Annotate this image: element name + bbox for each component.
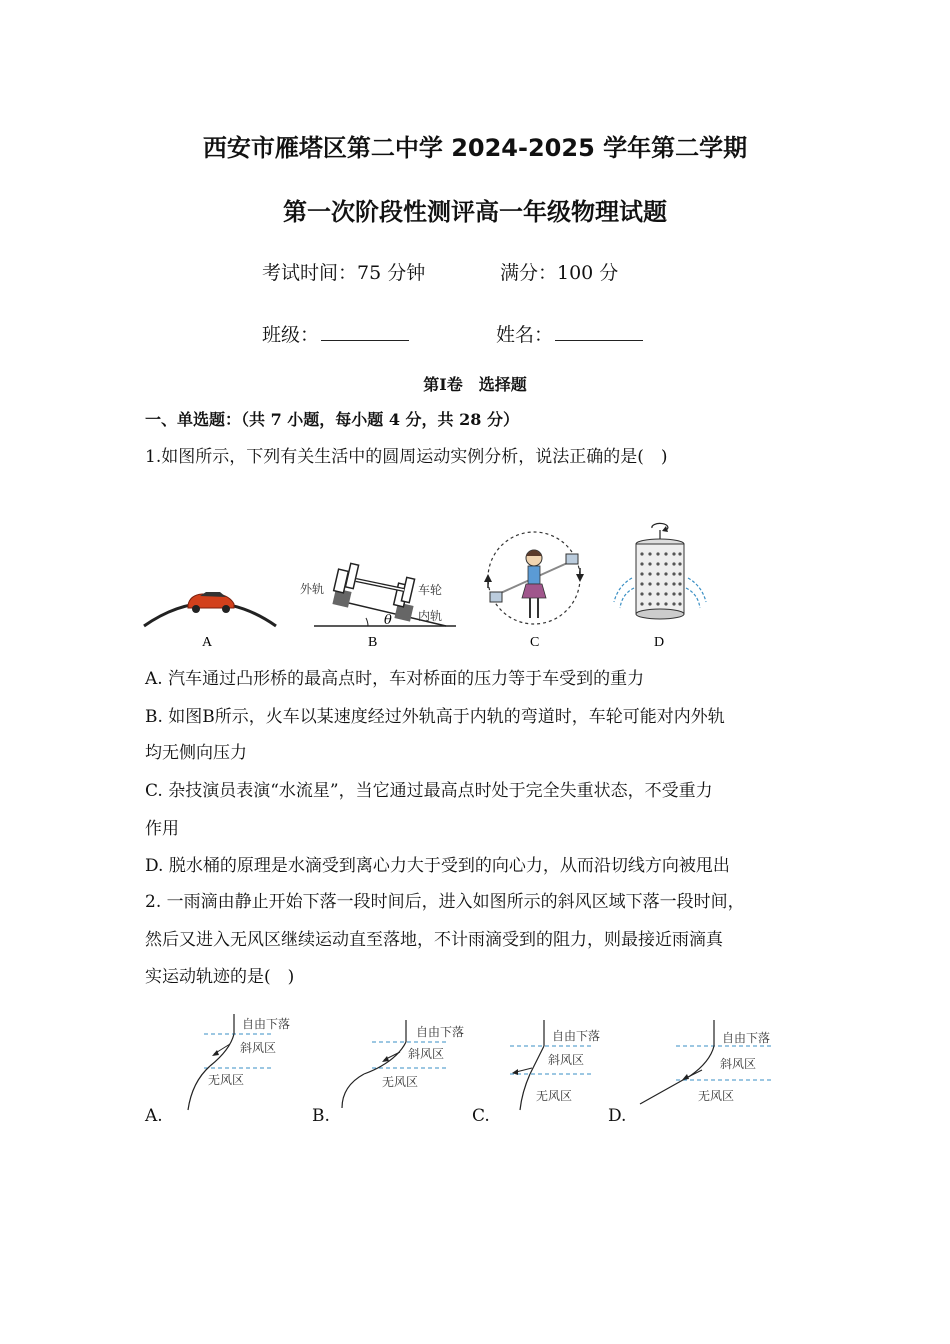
q2-figure-b [336,1016,486,1112]
q2b-free-fall: 自由下落 [416,1025,465,1039]
q2-stem-1: 2. 一雨滴由静止开始下落一段时间后，进入如图所示的斜风区域下落一段时间， [145,892,745,912]
q2-option-d[interactable]: D. [608,1106,627,1126]
q2-figure-c [500,1018,620,1112]
rail-icon [332,563,414,621]
q2d-no-wind: 无风区 [698,1089,735,1103]
fig-label-a: A [202,635,213,650]
name-label: 姓名： [496,324,554,346]
q1-figure-c [480,528,590,650]
q2-option-b[interactable]: B. [312,1106,330,1126]
q2a-free-fall: 自由下落 [242,1017,291,1031]
name-field[interactable] [496,320,643,347]
q1-option-b[interactable] [145,702,725,727]
volume-title: 第Ⅰ卷 选择题 [423,375,527,394]
q1-option-b-text-1: B. 如图B所示，火车以某速度经过外轨高于内轨的弯道时，车轮可能对内外轨 [145,707,725,727]
class-label: 班级： [262,324,320,346]
q2-figure-a [190,1010,310,1115]
q1-option-a[interactable] [145,664,644,689]
fig-label-c: C [530,635,540,650]
q1-option-b-cont: 均无侧向压力 [145,743,247,763]
q1-option-d-text: D. 脱水桶的原理是水滴受到离心力大于受到的向心力，从而沿切线方向被甩出 [145,856,730,876]
q2c-free-fall: 自由下落 [552,1029,601,1043]
fig-label-b: B [368,635,378,650]
inner-rail-label: 内轨 [418,609,443,623]
q2-option-a[interactable]: A. [145,1106,163,1126]
q2b-no-wind: 无风区 [382,1075,419,1089]
q1-option-c-cont: 作用 [145,819,179,839]
fig-label-d: D [654,635,665,650]
q2-stem-3: 实运动轨迹的是( ) [145,967,295,987]
q1-figure-a [140,580,280,650]
exam-title-line1: 西安市雁塔区第二中学 2024-2025 学年第二学期 [202,134,748,162]
exam-time: 考试时间：75 分钟 [262,262,426,284]
q1-stem: 1.如图所示，下列有关生活中的圆周运动实例分析，说法正确的是( ) [145,447,668,467]
q1-option-d[interactable] [145,851,730,876]
wheel-label: 车轮 [418,583,443,597]
q2a-oblique: 斜风区 [240,1041,277,1055]
q2-figure-d [636,1018,786,1110]
part-title: 一、单选题：（共 7 小题，每小题 4 分，共 28 分） [145,410,519,429]
outer-rail-label: 外轨 [300,582,325,596]
angle-theta: θ [384,613,392,628]
q2c-no-wind: 无风区 [536,1089,573,1103]
q2-stem-2: 然后又进入无风区继续运动直至落地，不计雨滴受到的阻力，则最接近雨滴真 [145,930,723,950]
q2a-no-wind: 无风区 [208,1073,245,1087]
q1-option-a-text: A. 汽车通过凸形桥的最高点时，车对桥面的压力等于车受到的重力 [145,669,645,689]
q1-figure-d [618,522,704,650]
q2-option-c[interactable]: C. [472,1106,490,1126]
q2d-oblique: 斜风区 [720,1057,757,1071]
class-blank[interactable] [321,324,409,341]
exam-title-line2: 第一次阶段性测评高一年级物理试题 [283,198,667,226]
spin-dryer-icon [614,523,706,619]
class-field[interactable] [262,320,409,347]
name-blank[interactable] [555,324,643,341]
q1-figure-b [296,560,466,650]
q1-option-c-text-1: C. 杂技演员表演“水流星”，当它通过最高点时处于完全失重状态，不受重力 [145,781,713,801]
full-score: 满分：100 分 [500,262,619,284]
q2b-oblique: 斜风区 [408,1047,445,1061]
performer-icon [490,550,578,618]
q2d-free-fall: 自由下落 [722,1031,771,1045]
car-icon [188,592,234,613]
q1-option-c[interactable] [145,776,713,801]
q2c-oblique: 斜风区 [548,1053,585,1067]
